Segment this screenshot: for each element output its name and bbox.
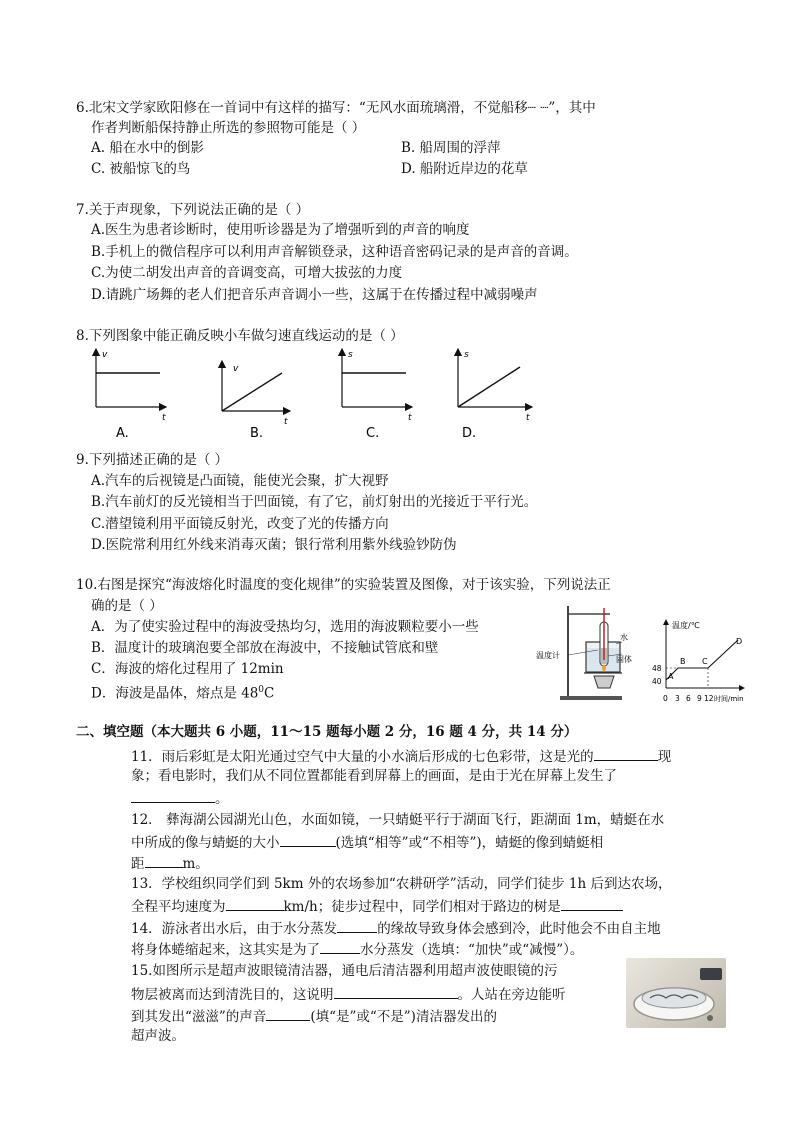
- q11-blank-1[interactable]: [594, 746, 658, 761]
- graph-point-d: D: [736, 637, 743, 646]
- q14-blank-1[interactable]: [337, 918, 377, 933]
- q8-graph-c-label: C.: [366, 426, 380, 441]
- q12-text-b: (选填“相等”或“不相等”)，蜻蜓的像到蜻蜓相: [335, 835, 604, 851]
- q8-graph-b-xaxis: t: [284, 417, 288, 427]
- q15-blank-1[interactable]: [334, 984, 458, 999]
- q9-option-b: B.汽车前灯的反光镜相当于凹面镜，有了它，前灯射出的光接近于平行光。: [91, 494, 538, 510]
- q12-text-a: 中所成的像与蜻蜓的大小: [131, 835, 280, 851]
- q11-text-a: 11．雨后彩虹是太阳光通过空气中大量的小水滴后形成的七色彩带，这是光的: [131, 749, 594, 765]
- graph-xtick-0: 0: [663, 694, 668, 703]
- q12-text-c: 距: [131, 856, 145, 872]
- q9-option-c: C.潜望镜利用平面镜反射光，改变了光的传播方向: [91, 516, 389, 532]
- q6-option-a: A. 船在水中的倒影: [91, 140, 204, 156]
- graph-point-b: B: [680, 657, 686, 666]
- q12-blank-2[interactable]: [145, 853, 183, 868]
- q15-text-d: (填“是”或“不是”)清洁器发出的: [310, 1009, 497, 1025]
- q8-graph-d-line: [458, 367, 520, 407]
- q13-blank-2[interactable]: [561, 896, 623, 911]
- q6-option-c: C. 被船惊飞的鸟: [91, 161, 191, 177]
- q15-text-a: 物层被离而达到清洗目的，这说明: [131, 987, 334, 1003]
- q15-line1: 15.如图所示是超声波眼镜清洁器，通电后清洁器利用超声波使眼镜的污: [131, 963, 558, 979]
- q11-blank-2[interactable]: [131, 788, 215, 803]
- q13-line1: 13．学校组织同学们到 5km 外的农场参加“农耕研学”活动，同学们徒步 1h 后到达农场，: [131, 876, 672, 892]
- graph-xlabel: 时间/min: [714, 695, 744, 703]
- q8-stem: 8.下列图象中能正确反映小车做匀速直线运动的是（ ）: [76, 328, 404, 344]
- q10-option-d-text: D．海波是晶体，熔点是 48: [91, 685, 259, 702]
- q8-graph-d: [458, 349, 532, 441]
- q10-temperature-graph: [646, 614, 752, 708]
- q6-stem-line1: 6.北宋文学家欧阳修在一首词中有这样的描写：“无风水面琉璃滑，不觉船移┈ ┈”，其中: [76, 100, 596, 116]
- q12-blank-1[interactable]: [280, 832, 336, 847]
- q8-graph-c-xaxis: t: [408, 413, 412, 423]
- q13-line2: [131, 896, 623, 916]
- apparatus-solid-label: 固体: [616, 655, 632, 664]
- q11-text-c: 。: [215, 791, 229, 807]
- q8-graph-d-xaxis: t: [526, 413, 530, 423]
- graph-ytick-48: 48: [652, 664, 662, 673]
- q10-stem-line2: 确的是（ ）: [91, 598, 163, 614]
- apparatus-base: [560, 696, 622, 700]
- q10-option-c: C．海波的熔化过程用了 12min: [91, 661, 284, 677]
- q8-graph-c: [342, 349, 412, 441]
- q14-line2: [131, 939, 583, 959]
- q15-line2: [131, 984, 566, 1004]
- graph-ytick-40: 40: [652, 677, 662, 686]
- q14-line1: [131, 918, 661, 938]
- ultrasonic-cleaner-photo: [626, 958, 726, 1028]
- q8-graph-a-yaxis: v: [102, 350, 108, 360]
- q15-text-b: 。人站在旁边能听: [457, 987, 566, 1003]
- q7-option-c: C.为使二胡发出声音的音调变高，可增大拔弦的力度: [91, 265, 403, 281]
- graph-xtick-6: 6: [686, 694, 691, 703]
- q7-option-a: A.医生为患者诊断时，使用听诊器是为了增强听到的声音的响度: [91, 222, 470, 238]
- q12-line3: [131, 853, 209, 873]
- q11-line3: [131, 788, 229, 808]
- q10-apparatus: [530, 600, 630, 704]
- q8-graph-c-yaxis: s: [348, 350, 353, 360]
- q7-option-b: B.手机上的微信程序可以利用声音解锁登录，这种语音密码记录的是声音的音调。: [91, 244, 578, 260]
- q8-graph-a-label: A.: [116, 426, 129, 441]
- q15-line4: 超声波。: [131, 1028, 185, 1044]
- q10-option-d-unit: C: [264, 685, 275, 702]
- q8-graph-d-yaxis: s: [464, 350, 469, 360]
- q8-graph-b: [222, 361, 290, 441]
- apparatus-water-label: 水: [620, 633, 628, 642]
- q8-graph-b-label: B.: [250, 426, 264, 441]
- q7-stem: 7.关于声现象，下列说法正确的是（ ）: [76, 202, 310, 218]
- graph-xtick-3: 3: [675, 694, 680, 703]
- q11-line1: [131, 746, 671, 766]
- q12-text-d: m。: [182, 856, 209, 872]
- apparatus-thermometer-label: 温度计: [536, 651, 560, 660]
- graph-point-c: C: [702, 657, 708, 666]
- q14-text-d: 水分蒸发（选填：“加快”或“减慢”）。: [360, 942, 584, 958]
- section2-heading: 二、填空题（本大题共 6 小题，11～15 题每小题 2 分，16 题 4 分，共 14 分）: [76, 724, 578, 740]
- q8-graph-a-xaxis: t: [162, 413, 166, 423]
- q6-option-d: D. 船附近岸边的花草: [401, 161, 528, 177]
- graph-xtick-9: 9: [697, 694, 702, 703]
- q8-graph-a: [96, 349, 166, 441]
- q10-stem-line1: 10.右图是探究“海波熔化时温度的变化规律”的实验装置及图像，对于该实验，下列说法正: [76, 577, 611, 593]
- q10-option-b: B．温度计的玻璃泡要全部放在海波中，不接触试管底和壁: [91, 640, 439, 656]
- q8-graph-b-yaxis: v: [233, 364, 239, 374]
- q12-line2: [131, 832, 603, 852]
- q14-blank-2[interactable]: [320, 939, 360, 954]
- q9-option-d: D.医院常利用红外线来消毒灭菌；银行常利用紫外线验钞防伪: [91, 537, 457, 553]
- graph-point-a: A: [668, 672, 674, 681]
- q15-blank-2[interactable]: [266, 1006, 310, 1021]
- q15-line3: [131, 1006, 497, 1026]
- q9-option-a: A.汽车的后视镜是凸面镜，能使光会聚，扩大视野: [91, 473, 389, 489]
- q13-text-b: km/h；徒步过程中，同学们相对于路边的树是: [283, 899, 561, 915]
- q14-text-c: 将身体蜷缩起来，这其实是为了: [131, 942, 320, 958]
- q6-option-b: B. 船周围的浮萍: [401, 140, 501, 156]
- q10-degree-sup: 0: [258, 685, 265, 695]
- q12-line1: 12． 彝海湖公园湖光山色，水面如镜，一只蜻蜓平行于湖面飞行，距湖面 1m，蜻蜓在水: [131, 812, 665, 828]
- q14-text-b: 的缘故导致身体会感到冷，此时他会不由自主地: [377, 921, 661, 937]
- q10-option-d: [91, 681, 274, 703]
- q11-text-b: 现: [657, 749, 672, 765]
- q10-option-a: A．为了使实验过程中的海波受热均匀，选用的海波颗粒要小一些: [91, 619, 479, 635]
- graph-ylabel: 温度/℃: [672, 621, 700, 630]
- graph-xtick-12: 12: [704, 694, 714, 703]
- q13-text-a: 全程平均速度为: [131, 899, 226, 915]
- q14-text-a: 14．游泳者出水后，由于水分蒸发: [131, 921, 338, 937]
- q8-graph-d-label: D.: [462, 426, 477, 441]
- q15-text-c: 到其发出“滋滋”的声音: [131, 1009, 267, 1025]
- q8-graph-b-line: [222, 373, 282, 411]
- q11-line2: 象；看电影时，我们从不同位置都能看到屏幕上的画面，是由于光在屏幕上发生了: [131, 768, 617, 784]
- q8-graphs: [86, 345, 566, 445]
- q9-stem: 9.下列描述正确的是（ ）: [76, 452, 229, 468]
- q13-blank-1[interactable]: [226, 896, 284, 911]
- q7-option-d: D.请跳广场舞的老人们把音乐声音调小一些，这属于在传播过程中减弱噪声: [91, 287, 538, 303]
- q6-stem-line2: 作者判断船保持静止所选的参照物可能是（ ）: [91, 120, 366, 136]
